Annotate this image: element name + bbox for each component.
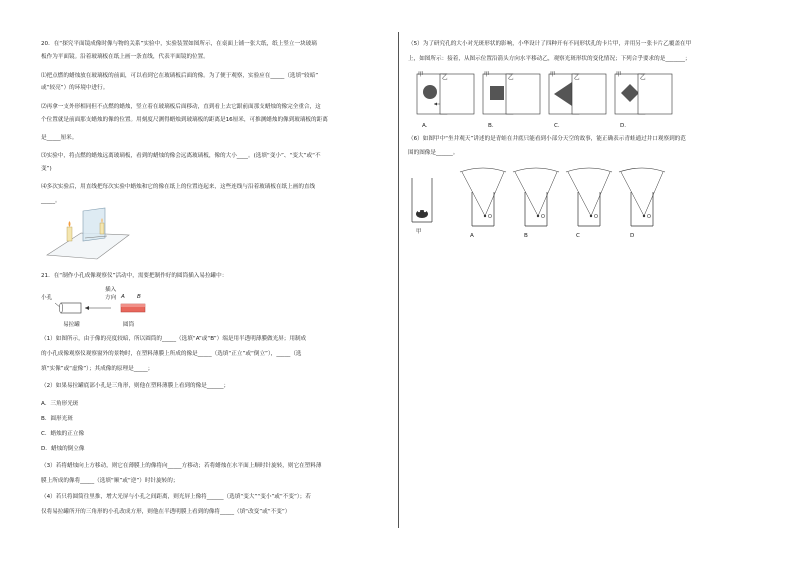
card-option-a	[416, 72, 476, 132]
sight-ray	[621, 172, 644, 216]
card-b-jia-label: 甲	[484, 72, 490, 78]
sight-ray	[462, 172, 485, 216]
q20-line-8: ⑶实验中，将点燃的蜡烛远离玻璃板，看到的蜡烛的像会远离玻璃板，像的大小____。(选填“变小”、“变大”或“不	[41, 153, 321, 159]
card-a-label: A.	[422, 123, 428, 129]
card-d-jia-label: 甲	[616, 72, 622, 78]
eye-label: O	[488, 214, 492, 220]
eye-label: O	[594, 214, 598, 220]
direction-label: 方向	[105, 295, 117, 301]
q21-line-9: 仅将易拉罐所开的三角形的小孔改成方形，则他在半透明膜上看到的像将_____（填“改变”或“不变”）	[41, 509, 291, 515]
q21-line-3: 的小孔成像观察仪观察窗外的景物时，在塑料薄膜上所成的像是_____（选填“正立”或“倒立”），_____（选	[41, 351, 302, 357]
eye-label: O	[541, 214, 545, 220]
well-options-drawing	[450, 166, 720, 236]
q5-line-2: 上，如图所示：接着，从图示位置沿箭头方向水平移动乙，观察光斑形状的变化情况；下列合乎要求的是_______；	[408, 56, 691, 62]
mirror-experiment-figure	[45, 205, 131, 261]
q20-line-5: ⑵再拿一支外形相同但不点燃的蜡烛，竖立着在玻璃板后面移动，直到看上去它跟前面那支蜡烛的像完全重合，这	[41, 104, 321, 110]
well-jia-label: 甲	[416, 229, 422, 235]
q21-line-6: （3）若将蜡烛向上方移动，则它在薄膜上的像将向_____方移动；若将蜡烛在水平面上顺时针旋转，则它在塑料薄	[41, 463, 322, 469]
q20-line-2: 板作为平面镜。沿着玻璃板在纸上画一条直线，代表平面镜的位置。	[41, 54, 209, 60]
card-b-yi-label: 乙	[508, 75, 514, 81]
eye-point	[537, 215, 539, 217]
q21-line-4: 填“实像”或“虚像”）；其成像的原理是_____；	[41, 366, 154, 372]
q21-line-8: （4）若只将圆筒往里推，增大光屏与小孔之间距离，则光屏上像将______（选填“变大”“变小”或“不变”）；若	[41, 494, 311, 500]
q5-line-1: （5）为了研究孔的大小对光斑形状的影响，小华设计了四种开有不同形状孔的卡片甲，并用另一张卡片乙覆盖在甲	[408, 41, 692, 47]
q6-line-1: （6）如图甲中“坐井观天”讲述的是青蛙在井底只能看到小部分天空的故事，能正确表示青蛙通过井口观察到的范	[408, 136, 686, 142]
q21-line-5: （2）如果易拉罐底部小孔是三角形，则他在塑料薄膜上看到的像是______；	[41, 383, 230, 389]
card-c-label: C.	[554, 123, 560, 129]
pinhole-drawing	[41, 286, 161, 326]
eye-point	[643, 215, 645, 217]
sight-ray	[485, 172, 504, 216]
q21-option-d: D．蜡烛的倒立像	[41, 446, 85, 452]
q20-line-3: ⑴把点燃的蜡烛放在玻璃板的前面，可以看到它在玻璃板后面的像。为了便于观察，实验应在_____（选填“较暗”	[41, 73, 319, 79]
sight-ray	[538, 172, 557, 216]
well-d-label: D	[630, 233, 635, 239]
q20-line-9: 变”)	[41, 166, 52, 172]
card-d-yi-label: 乙	[640, 75, 646, 81]
card-figures	[416, 72, 756, 132]
tube-label: 圆筒	[123, 322, 135, 328]
sky-arc	[460, 168, 506, 172]
eye-label: O	[647, 214, 651, 220]
well-b-label: B	[524, 233, 528, 239]
sight-ray	[644, 172, 663, 216]
sky-arc	[619, 168, 665, 172]
can-label: 易拉罐	[63, 322, 80, 328]
end-b-label: B	[137, 294, 141, 300]
well-c-label: C	[576, 233, 580, 239]
q20-line-6: 个位置就是前面那支蜡烛的像的位置。用刻度尺测得蜡烛到玻璃板的距离是16厘米，可推测蜡烛的像到玻璃板的距离	[41, 117, 328, 123]
end-a-label: A	[121, 294, 125, 300]
q21-line-7: 膜上所成的像将_____（选填“顺”或“逆”）时针旋转的；	[41, 478, 179, 484]
q21-option-b: B．圆形光斑	[41, 416, 73, 422]
sky-arc	[566, 168, 612, 172]
pinhole-figure	[41, 286, 161, 336]
column-divider	[398, 32, 399, 528]
insert-label: 插入	[105, 287, 117, 293]
card-option-c	[548, 72, 608, 132]
card-option-b	[482, 72, 542, 132]
sight-ray	[515, 172, 538, 216]
sky-arc	[513, 168, 559, 172]
sight-ray	[568, 172, 591, 216]
card-option-d	[614, 72, 674, 132]
q21-line-1: 21．在“制作小孔成像观察仪”活动中，需要把制作好的圆筒插入易拉罐中：	[41, 273, 228, 279]
q6-line-2: 围的图像是______。	[408, 150, 459, 156]
card-c-jia-label: 甲	[550, 72, 556, 78]
q20-line-4: 或“较亮”）的环境中进行。	[41, 85, 109, 91]
card-b-label: B.	[488, 123, 494, 129]
well-figures	[408, 166, 758, 246]
card-a-yi-label: 乙	[442, 75, 448, 81]
card-a-jia-label: 甲	[418, 72, 424, 78]
q20-line-1: 20．在“探究平面镜成像时像与物的关系”实验中，实验装置如图所示，在桌面上铺一张大纸，纸上竖立一块玻璃	[41, 41, 317, 47]
small-hole-label: 小孔	[41, 295, 53, 301]
card-c-yi-label: 乙	[574, 75, 580, 81]
eye-point	[590, 215, 592, 217]
q20-line-7: 是_____厘米。	[41, 135, 78, 141]
q20-line-10: ⑷多次实验后，用直线把每次实验中蜡烛和它的像在纸上的位置连起来，这些连线与沿着玻璃板在纸上画的直线	[41, 184, 316, 190]
q21-option-a: A．三角形光斑	[41, 401, 79, 407]
sight-ray	[591, 172, 610, 216]
eye-point	[484, 215, 486, 217]
q21-line-2: （1）如图所示，由于像的亮度较暗，所以圆筒的_____（选填“A”或“B”）端是用半透明薄膜做光屏；用制成	[41, 336, 307, 342]
well-a-label: A	[470, 233, 474, 239]
card-d-label: D.	[620, 123, 627, 129]
well-jia-drawing	[410, 176, 434, 226]
q21-option-c: C．蜡烛的正立像	[41, 431, 85, 437]
q20-line-11: _____。	[41, 198, 61, 204]
